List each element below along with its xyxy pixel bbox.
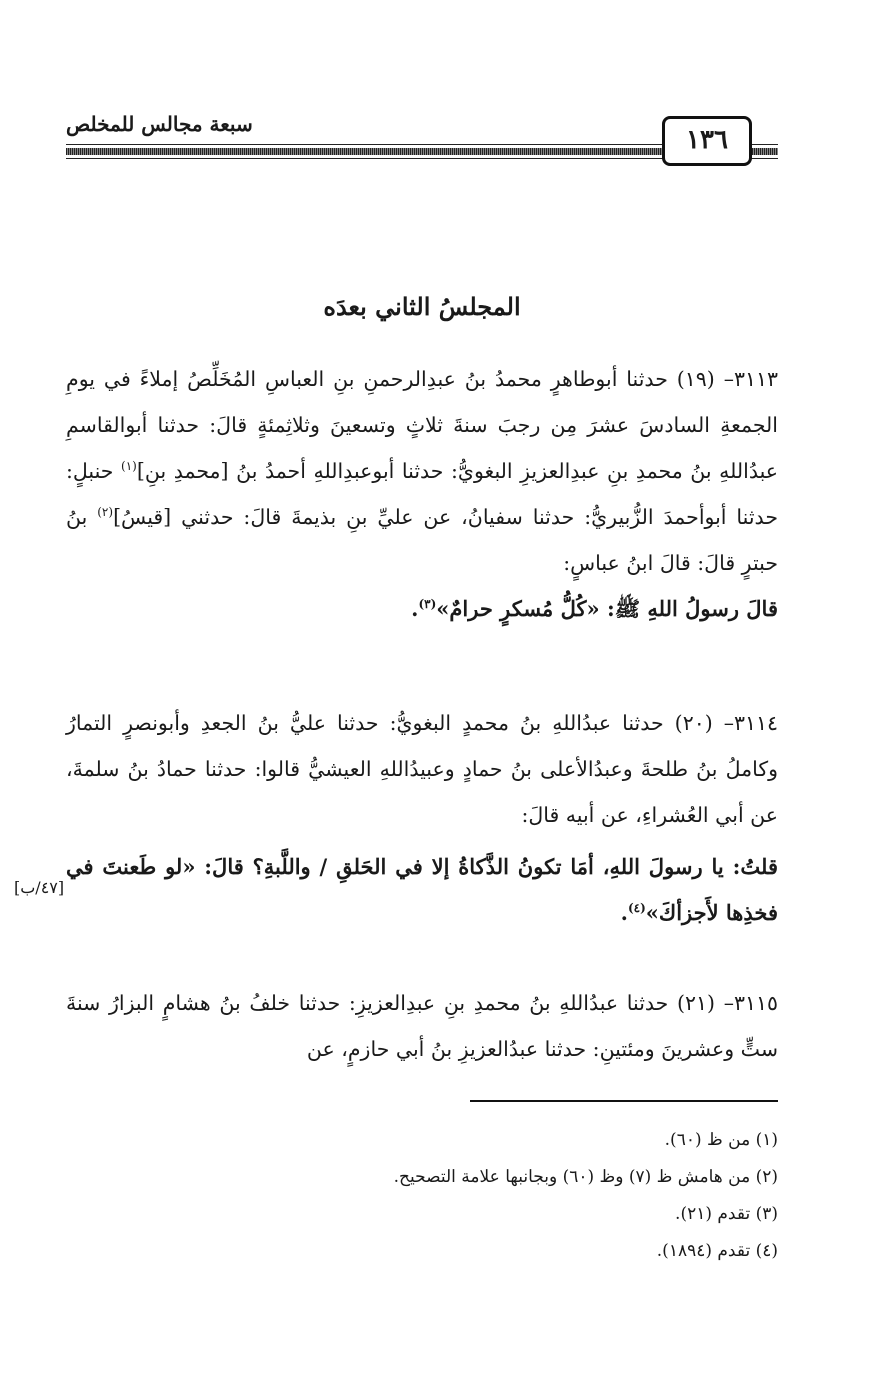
- page-number: ١٣٦: [662, 116, 752, 166]
- margin-note: [٤٧/ب]: [14, 878, 65, 897]
- footnote-ref: (٤): [627, 901, 646, 915]
- footnote-divider: [470, 1100, 778, 1102]
- hadith-3113: [66, 356, 778, 632]
- section-title: المجلسُ الثاني بعدَه: [323, 292, 521, 321]
- running-title: سبعة مجالس للمخلص: [66, 112, 253, 136]
- footnote: (١) من ظ (٦٠).: [664, 1130, 778, 1150]
- paragraph: ٣١١٥– (٢١) حدثنا عبدُاللهِ بنُ محمدِ بنِ عبدِالعزيزِ: حدثنا خلفُ بنُ هشامٍ البزارُ سنةَ ستٍّ وعشرينَ ومئتينِ: حدثنا عبدُالعزيزِ بنُ أبي حازمٍ، عن: [66, 991, 778, 1061]
- footnote-ref: (١): [121, 459, 137, 474]
- hadith-3114: [66, 700, 778, 936]
- footnote: (٣) تقدم (٢١).: [675, 1204, 778, 1224]
- hadith-text: قالَ رسولُ اللهِ ﷺ: «كُلُّ مُسكرٍ حرامٌ»$^{(٣)}$.: [411, 596, 778, 621]
- paragraph: ٣١١٣– (١٩) حدثنا أبوطاهرٍ محمدُ بنُ عبدِالرحمنِ بنِ العباسِ المُخَلِّصُ إملاءً في يومِ الجمعةِ السادسَ عشرَ مِن رجبَ سنةَ ثلاثٍ وتسعينَ وثلاثِمئةٍ قالَ: حدثنا أبوالقاسمِ عبدُاللهِ بنُ محمدِ بنِ عبدِالعزيزِ البغويُّ: حدثنا أبوعبدِاللهِ أحمدُ بنُ [محمدِ بنِ]$^{(١)}$ حنبلٍ: حدثنا أبوأحمدَ الزُّبيريُّ: حدثنا سفيانُ، عن عليِّ بنِ بذيمةَ قالَ: حدثني [قيسُ]$^{(٢)}$ بنُ حبترٍ قالَ: قالَ ابنُ عباسٍ:: [66, 367, 778, 575]
- footnote: (٢) من هامش ظ (٧) وظ (٦٠) وبجانبها علامة التصحيح.: [393, 1167, 778, 1187]
- footnote-ref: (٢): [97, 505, 114, 520]
- footnote-ref: (٣): [418, 597, 437, 611]
- hadith-text: قلتُ: يا رسولَ اللهِ، أمَا تكونُ الذَّكاةُ إلا في الحَلقِ / واللَّبةِ؟ قالَ: «لو طَعنتَ في فخذِها لأَجزأكَ»$^{(٤)}$.: [66, 854, 778, 925]
- footnote: (٤) تقدم (١٨٩٤).: [656, 1241, 778, 1261]
- footnotes: [200, 1122, 778, 1270]
- paragraph: ٣١١٤– (٢٠) حدثنا عبدُاللهِ بنُ محمدٍ البغويُّ: حدثنا عليُّ بنُ الجعدِ وأبونصرٍ التمارُ وكاملُ بنُ طلحةَ وعبدُالأعلى بنُ حمادٍ وعبيدُاللهِ العيشيُّ قالوا: حدثنا حمادُ بنُ سلمةَ، عن أبي العُشراءِ، عن أبيه قالَ:: [66, 711, 779, 827]
- page-header: [66, 110, 778, 190]
- hadith-3115: [66, 980, 778, 1072]
